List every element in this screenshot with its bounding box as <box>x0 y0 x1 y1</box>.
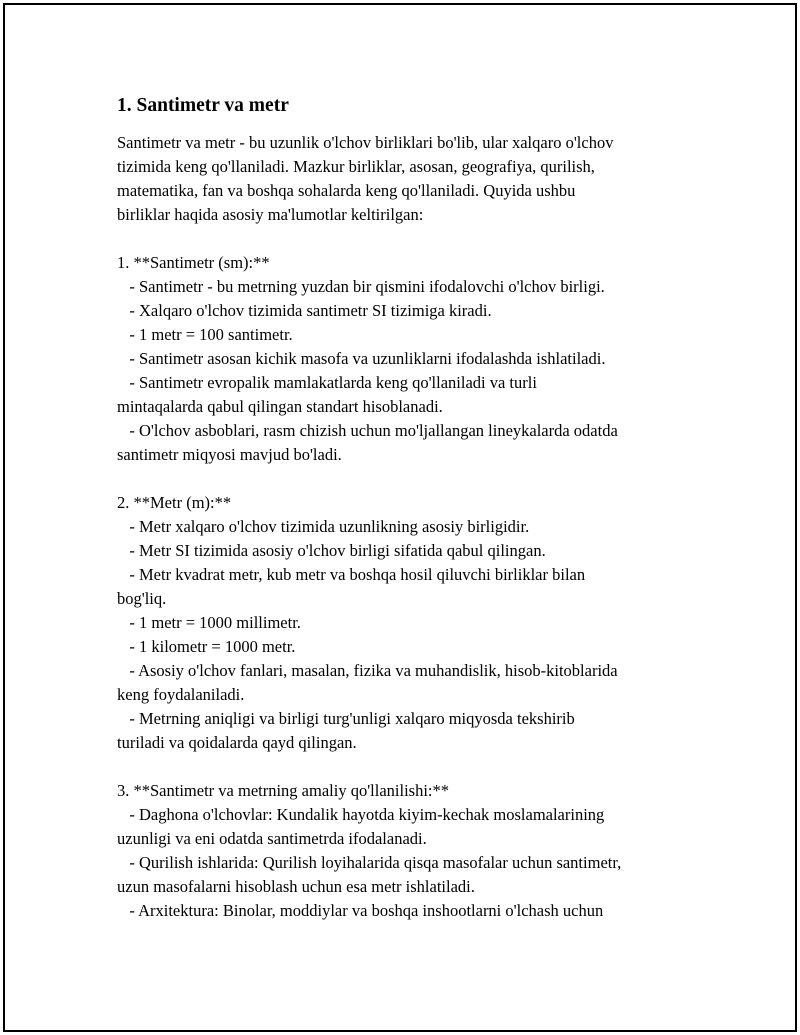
section-line: mintaqalarda qabul qilingan standart hisoblanadi. <box>117 397 443 416</box>
section-line: santimetr miqyosi mavjud bo'ladi. <box>117 445 342 464</box>
section-heading: 3. **Santimetr va metrning amaliy qo'llanilishi:** <box>117 781 450 800</box>
section-line: - Metr xalqaro o'lchov tizimida uzunlikning asosiy birligidir. <box>117 517 530 536</box>
section-line: - Asosiy o'lchov fanlari, masalan, fizika va muhandislik, hisob-kitoblarida <box>117 661 618 680</box>
section-heading: 2. **Metr (m):** <box>117 493 232 512</box>
section-line: - Xalqaro o'lchov tizimida santimetr SI tizimiga kiradi. <box>117 301 492 320</box>
section-santimetr <box>117 251 687 467</box>
intro-line: tizimida keng qo'llaniladi. Mazkur birliklar, asosan, geografiya, qurilish, <box>117 157 595 176</box>
section-line: - 1 metr = 100 santimetr. <box>117 325 293 344</box>
section-line: - O'lchov asboblari, rasm chizish uchun mo'ljallangan lineykalarda odatda <box>117 421 618 440</box>
document-body <box>117 93 687 923</box>
section-line: - Qurilish ishlarida: Qurilish loyihalarida qisqa masofalar uchun santimetr, <box>117 853 622 872</box>
section-line: - Daghona o'lchovlar: Kundalik hayotda kiyim-kechak moslamalarining <box>117 805 605 824</box>
document-title: 1. Santimetr va metr <box>117 95 289 116</box>
section-line: - Metr kvadrat metr, kub metr va boshqa hosil qiluvchi birliklar bilan <box>117 565 586 584</box>
intro-paragraph <box>117 131 687 227</box>
section-line: - 1 metr = 1000 millimetr. <box>117 613 301 632</box>
section-line: uzunligi va eni odatda santimetrda ifodalanadi. <box>117 829 427 848</box>
intro-line: matematika, fan va boshqa sohalarda keng qo'llaniladi. Quyida ushbu <box>117 181 576 200</box>
section-line: turiladi va qoidalarda qayd qilingan. <box>117 733 357 752</box>
intro-line: birliklar haqida asosiy ma'lumotlar keltirilgan: <box>117 205 424 224</box>
section-line: - Santimetr - bu metrning yuzdan bir qismini ifodalovchi o'lchov birligi. <box>117 277 605 296</box>
section-line: - Santimetr asosan kichik masofa va uzunliklarni ifodalashda ishlatiladi. <box>117 349 606 368</box>
section-line: - Metr SI tizimida asosiy o'lchov birligi sifatida qabul qilingan. <box>117 541 546 560</box>
intro-line: Santimetr va metr - bu uzunlik o'lchov birliklari bo'lib, ular xalqaro o'lchov <box>117 133 614 152</box>
section-amaliy <box>117 779 687 923</box>
section-line: uzun masofalarni hisoblash uchun esa metr ishlatiladi. <box>117 877 475 896</box>
section-line: keng foydalaniladi. <box>117 685 245 704</box>
section-line: - Arxitektura: Binolar, moddiylar va boshqa inshootlarni o'lchash uchun <box>117 901 604 920</box>
section-line: - 1 kilometr = 1000 metr. <box>117 637 296 656</box>
section-line: - Santimetr evropalik mamlakatlarda keng qo'llaniladi va turli <box>117 373 537 392</box>
section-heading: 1. **Santimetr (sm):** <box>117 253 270 272</box>
section-line: - Metrning aniqligi va birligi turg'unligi xalqaro miqyosda tekshirib <box>117 709 575 728</box>
section-line: bog'liq. <box>117 589 167 608</box>
section-metr <box>117 491 687 755</box>
